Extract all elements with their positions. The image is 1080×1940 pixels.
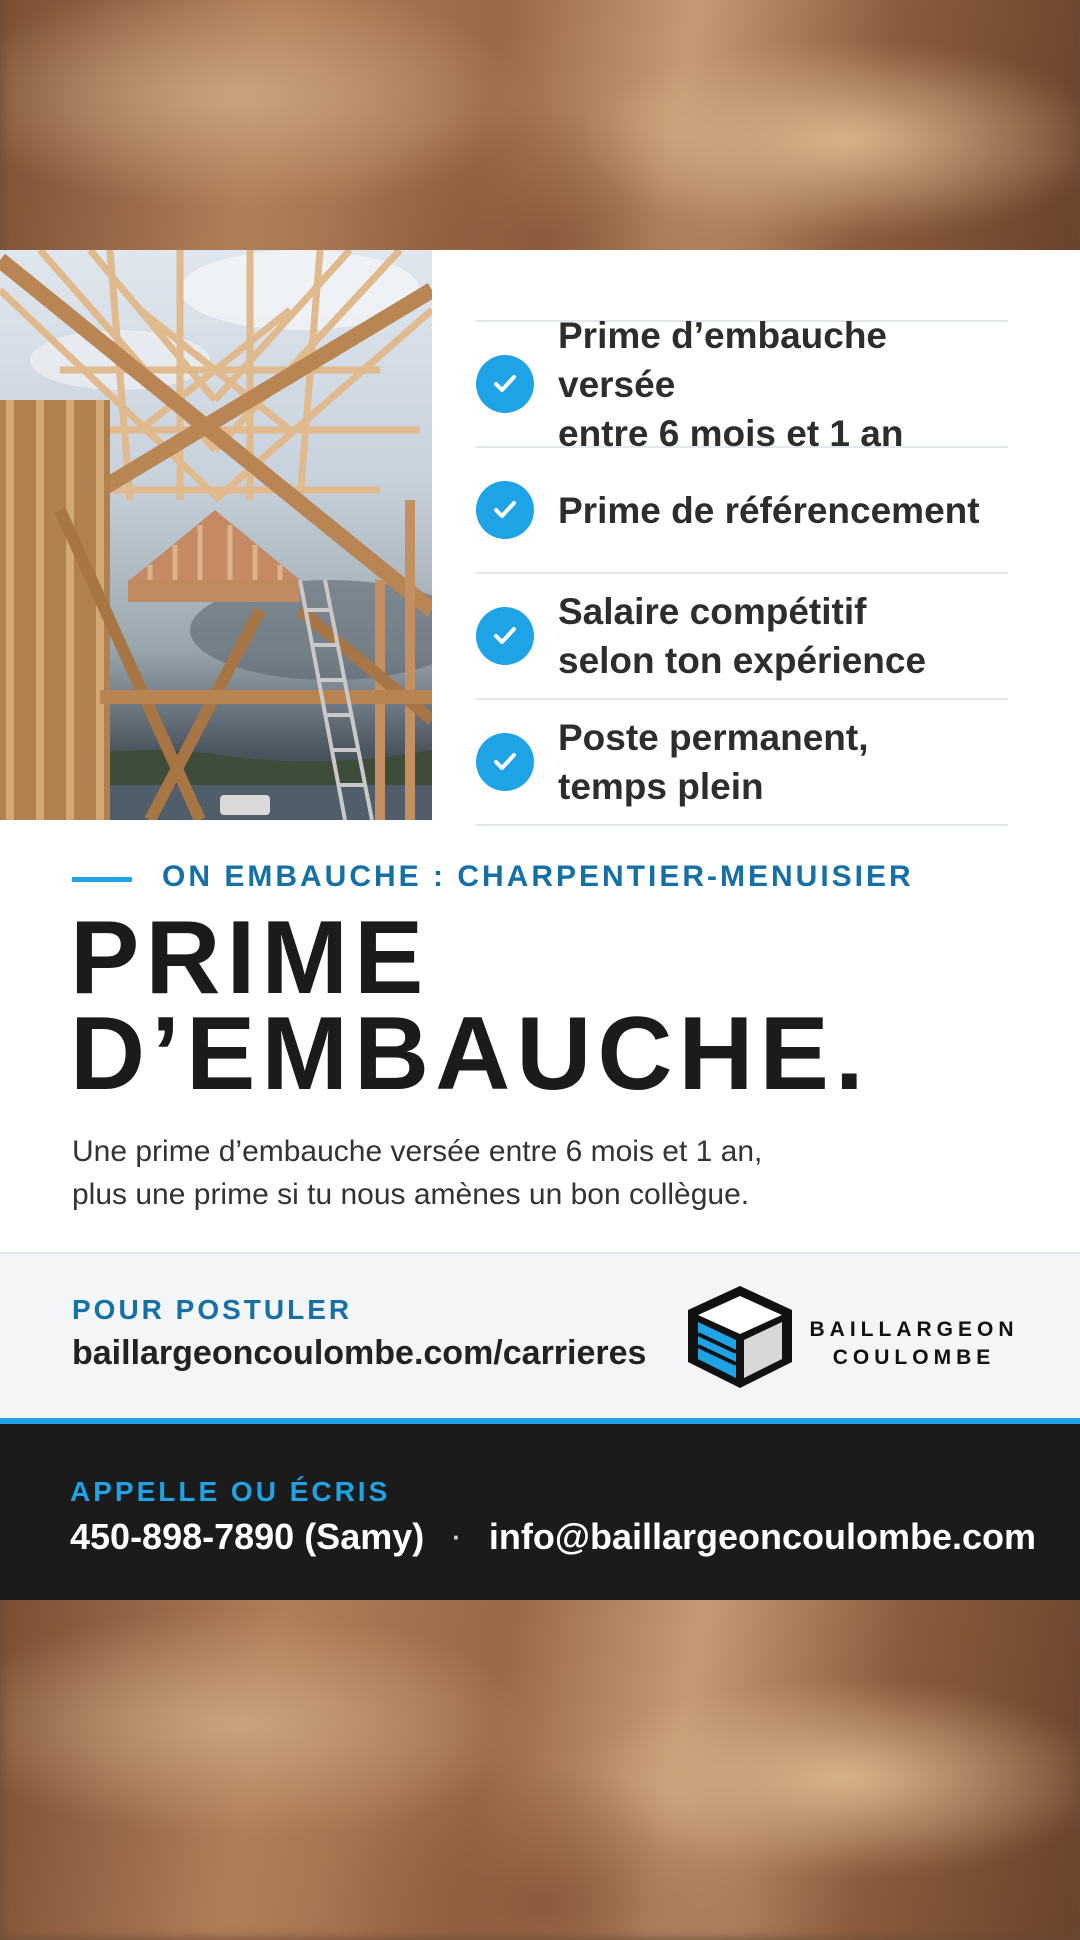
benefit-label: Salaire compétitif selon ton expérience — [558, 591, 927, 681]
separator-dot: · — [452, 1521, 461, 1552]
list-item — [476, 446, 1008, 572]
check-icon — [476, 607, 534, 665]
check-icon — [476, 355, 534, 413]
company-logo — [680, 1282, 1020, 1392]
blurred-wood-background-top — [0, 0, 1080, 270]
page-title: PRIME D’EMBAUCHE. — [70, 900, 870, 1112]
list-item — [476, 572, 1008, 698]
benefit-label: Prime de référencement — [558, 489, 980, 531]
cube-logo-icon — [680, 1282, 800, 1392]
blurred-wood-background-bottom — [0, 1580, 1080, 1940]
contact-details — [70, 1516, 1036, 1558]
description-text: Une prime d’embauche versée entre 6 mois et 1 an, plus une prime si tu nous amènes un bon collègue. — [72, 1135, 763, 1211]
job-ad-card — [0, 250, 1080, 1600]
apply-section — [0, 1252, 1080, 1420]
list-item — [476, 314, 1008, 454]
list-item — [476, 698, 1008, 826]
benefit-label: Prime d’embauche versée entre 6 mois et 1 an — [558, 314, 904, 454]
logo-line-2: COULOMBE — [832, 1346, 996, 1369]
contact-label: APPELLE OU ÉCRIS — [70, 1476, 391, 1507]
eyebrow-label: ON EMBAUCHE : CHARPENTIER-MENUISIER — [162, 860, 914, 893]
check-icon — [476, 733, 534, 791]
framing-photo — [0, 250, 432, 820]
contact-section — [0, 1424, 1080, 1600]
careers-link[interactable]: baillargeoncoulombe.com/carrieres — [72, 1334, 647, 1372]
benefit-label: Poste permanent, temps plein — [558, 717, 869, 807]
logo-line-1: BAILLARGEON — [809, 1318, 1019, 1341]
email-link[interactable]: info@baillargeoncoulombe.com — [488, 1516, 1037, 1557]
phone-link[interactable]: 450-898-7890 (Samy) — [70, 1516, 425, 1557]
apply-label: POUR POSTULER — [72, 1294, 353, 1325]
logo-wordmark — [808, 1316, 1020, 1372]
check-icon — [476, 481, 534, 539]
benefits-list — [476, 314, 1008, 826]
eyebrow-accent-line — [72, 877, 132, 882]
